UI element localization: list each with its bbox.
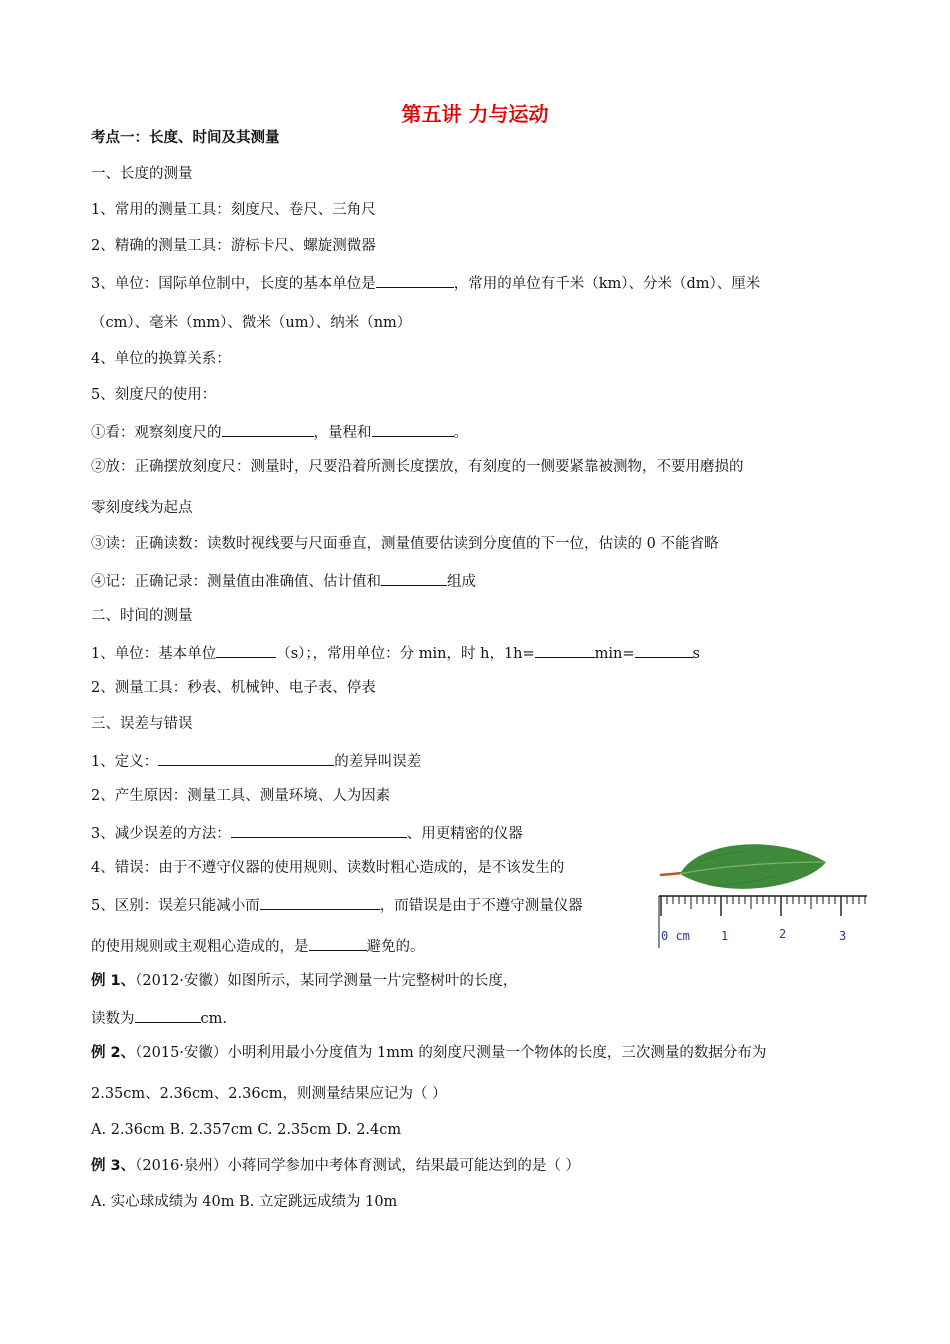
fill-blank[interactable] <box>231 822 407 838</box>
text-line: 零刻度线为起点 <box>91 500 193 516</box>
text-line: （cm）、毫米（mm）、微米（um）、纳米（nm） <box>91 315 412 331</box>
subsection-title: 二、时间的测量 <box>91 608 193 624</box>
subsection-title: 三、误差与错误 <box>91 716 193 732</box>
text-fragment: ，而错误是由于不遵守测量仪器 <box>379 898 583 914</box>
text-fragment: s <box>692 646 700 662</box>
example-1 <box>91 971 517 991</box>
text-line: 2、测量工具：秒表、机械钟、电子表、停表 <box>91 680 376 696</box>
text-line <box>91 894 583 916</box>
fill-blank[interactable] <box>381 570 447 586</box>
fill-blank[interactable] <box>635 642 693 658</box>
text-line: 4、错误：由于不遵守仪器的使用规则、读数时粗心造成的，是不该发生的 <box>91 860 565 876</box>
text-fragment: min= <box>594 646 635 662</box>
text-fragment: ①看：观察刻度尺的 <box>91 425 222 441</box>
example-text: （2012·安徽）如图所示，某同学测量一片完整树叶的长度， <box>135 973 518 989</box>
text-fragment: （s）；，常用单位：分 min，时 h，1h= <box>276 646 535 662</box>
page-title: 第五讲 力与运动 <box>401 102 549 126</box>
text-fragment: 1、单位：基本单位 <box>91 646 217 662</box>
fill-blank[interactable] <box>372 421 454 437</box>
text-line: 4、单位的换算关系： <box>91 351 231 367</box>
text-fragment: 避免的。 <box>366 939 425 955</box>
text-line <box>91 822 523 844</box>
text-fragment: 、用更精密的仪器 <box>406 826 523 842</box>
text-fragment: 读数为 <box>91 1011 135 1027</box>
text-line: 1、常用的测量工具：刻度尺、卷尺、三角尺 <box>91 202 376 218</box>
text-fragment: 组成 <box>447 574 476 590</box>
text-fragment: 1、定义： <box>91 754 159 770</box>
text-fragment: 。 <box>453 425 468 441</box>
text-line <box>91 421 468 443</box>
answer-options: A. 2.36cm B. 2.357cm C. 2.35cm D. 2.4cm <box>91 1122 402 1138</box>
fill-blank[interactable] <box>376 272 454 288</box>
text-line <box>91 935 425 957</box>
text-line <box>91 1007 227 1029</box>
text-fragment: 的差异叫误差 <box>334 754 422 770</box>
text-line: 2.35cm、2.36cm、2.36cm，则测量结果应记为（ ） <box>91 1086 447 1102</box>
ruler-label-0: 0 cm <box>661 929 690 943</box>
text-fragment: cm. <box>200 1011 227 1027</box>
text-line: 2、产生原因：测量工具、测量环境、人为因素 <box>91 788 391 804</box>
fill-blank[interactable] <box>222 421 314 437</box>
text-fragment: ④记：正确记录：测量值由准确值、估计值和 <box>91 574 381 590</box>
example-text: （2016·泉州）小蒋同学参加中考体育测试，结果最可能达到的是（ ） <box>135 1158 581 1174</box>
example-3 <box>91 1156 580 1176</box>
text-line <box>91 642 700 664</box>
ruler <box>659 896 867 948</box>
ruler-label-2: 2 <box>779 927 787 941</box>
text-line <box>91 750 421 772</box>
text-line: 5、刻度尺的使用： <box>91 387 217 403</box>
example-label: 例 3、 <box>91 1158 136 1174</box>
fill-blank[interactable] <box>309 935 367 951</box>
fill-blank[interactable] <box>158 750 334 766</box>
text-line: ③读：正确读数：读数时视线要与尺面垂直，测量值要估读到分度值的下一位，估读的 0 不能省略 <box>91 536 719 552</box>
example-text: （2015·安徽）小明利用最小分度值为 1mm 的刻度尺测量一个物体的长度，三次测量的数据分布为 <box>135 1045 767 1061</box>
fill-blank[interactable] <box>535 642 595 658</box>
text-fragment: ，量程和 <box>313 425 372 441</box>
ruler-label-1: 1 <box>721 929 729 943</box>
leaf-ruler-figure <box>658 828 868 950</box>
fill-blank[interactable] <box>135 1007 201 1023</box>
fill-blank[interactable] <box>216 642 276 658</box>
text-line: 2、精确的测量工具：游标卡尺、螺旋测微器 <box>91 238 376 254</box>
text-fragment: 5、区别：误差只能减小而 <box>91 898 260 914</box>
text-fragment: ，常用的单位有千米（km）、分米（dm）、厘米 <box>453 276 761 292</box>
text-fragment: 的使用规则或主观粗心造成的，是 <box>91 939 309 955</box>
fill-blank[interactable] <box>260 894 380 910</box>
example-label: 例 2、 <box>91 1045 136 1061</box>
ruler-label-3: 3 <box>839 929 847 943</box>
text-line: ②放：正确摆放刻度尺：测量时，尺要沿着所测长度摆放，有刻度的一侧要紧靠被测物，不要用磨损的 <box>91 459 744 475</box>
text-fragment: 3、减少误差的方法： <box>91 826 231 842</box>
example-2 <box>91 1043 766 1063</box>
text-fragment: 3、单位：国际单位制中，长度的基本单位是 <box>91 276 376 292</box>
subsection-title: 一、长度的测量 <box>91 166 193 182</box>
example-label: 例 1、 <box>91 973 136 989</box>
section-heading: 考点一：长度、时间及其测量 <box>91 130 280 146</box>
text-line <box>91 272 760 294</box>
leaf-image <box>660 844 826 889</box>
answer-options: A. 实心球成绩为 40m B. 立定跳远成绩为 10m <box>91 1194 398 1210</box>
text-line <box>91 570 476 592</box>
